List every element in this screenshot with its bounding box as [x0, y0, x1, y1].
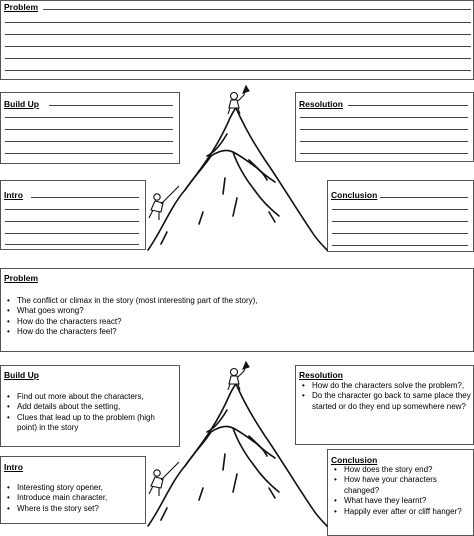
- list-item: • How does the story end?: [332, 465, 472, 475]
- writing-line: [380, 197, 468, 198]
- climber-icon: [149, 462, 179, 496]
- list-item: • How do the characters feel?: [5, 327, 465, 337]
- guide-intro-box: [0, 456, 146, 524]
- template-intro-label: Intro: [4, 190, 23, 200]
- flag-character-icon: [228, 362, 249, 390]
- guide-intro-list: [5, 483, 145, 514]
- writing-line: [332, 209, 468, 210]
- writing-line: [332, 245, 468, 246]
- writing-line: [332, 233, 468, 234]
- guide-conclusion-label: Conclusion: [331, 455, 378, 465]
- template-intro-box: [0, 180, 146, 250]
- writing-line: [5, 221, 139, 222]
- list-item: • Where is the story set?: [5, 504, 145, 514]
- guide-conclusion-box: [327, 449, 474, 536]
- guide-resolution-label: Resolution: [299, 370, 343, 380]
- list-item: • What goes wrong?: [5, 306, 465, 316]
- guide-buildup-label: Build Up: [4, 370, 39, 380]
- template-problem-box: [0, 0, 474, 80]
- guide-problem-box: [0, 268, 474, 352]
- template-problem-label: Problem: [4, 2, 39, 12]
- writing-line: [31, 197, 139, 198]
- guide-problem-label: Problem: [4, 273, 39, 283]
- writing-line: [348, 105, 468, 106]
- writing-line: [5, 58, 471, 59]
- guide-conclusion-list: [332, 465, 472, 517]
- template-buildup-label: Build Up: [4, 99, 39, 109]
- list-item: • Clues that lead up to the problem (high point) in the story: [5, 413, 177, 434]
- template-resolution-label: Resolution: [299, 99, 343, 109]
- climber-icon: [149, 186, 179, 220]
- list-item: • What have they learnt?: [332, 496, 472, 506]
- mountain-illustration: [145, 358, 330, 534]
- list-item: • How do the characters react?: [5, 317, 465, 327]
- list-item: • Introduce main character,: [5, 493, 145, 503]
- writing-line: [43, 9, 471, 10]
- flag-character-icon: [228, 86, 249, 114]
- list-item: • Happily ever after or cliff hanger?: [332, 507, 472, 517]
- guide-problem-list: [5, 296, 465, 338]
- writing-line: [5, 209, 139, 210]
- writing-line: [332, 221, 468, 222]
- writing-line: [5, 244, 139, 245]
- list-item: • The conflict or climax in the story (most interesting part of the story),: [5, 296, 465, 306]
- template-conclusion-box: [327, 180, 474, 252]
- list-item: • How do the characters solve the problem?,: [300, 381, 472, 391]
- list-item: • Do the character go back to same place they started or do they end up somewhere new?: [300, 391, 472, 412]
- mountain-illustration: [145, 82, 330, 258]
- writing-line: [5, 22, 471, 23]
- list-item: • Find out more about the characters,: [5, 392, 177, 402]
- writing-line: [5, 46, 471, 47]
- writing-line: [5, 34, 471, 35]
- list-item: • How have your characters changed?: [332, 475, 472, 496]
- guide-intro-label: Intro: [4, 462, 23, 472]
- list-item: • Interesting story opener,: [5, 483, 145, 493]
- writing-line: [5, 70, 471, 71]
- list-item: • Add details about the setting,: [5, 402, 177, 412]
- writing-line: [5, 233, 139, 234]
- template-conclusion-label: Conclusion: [331, 190, 378, 200]
